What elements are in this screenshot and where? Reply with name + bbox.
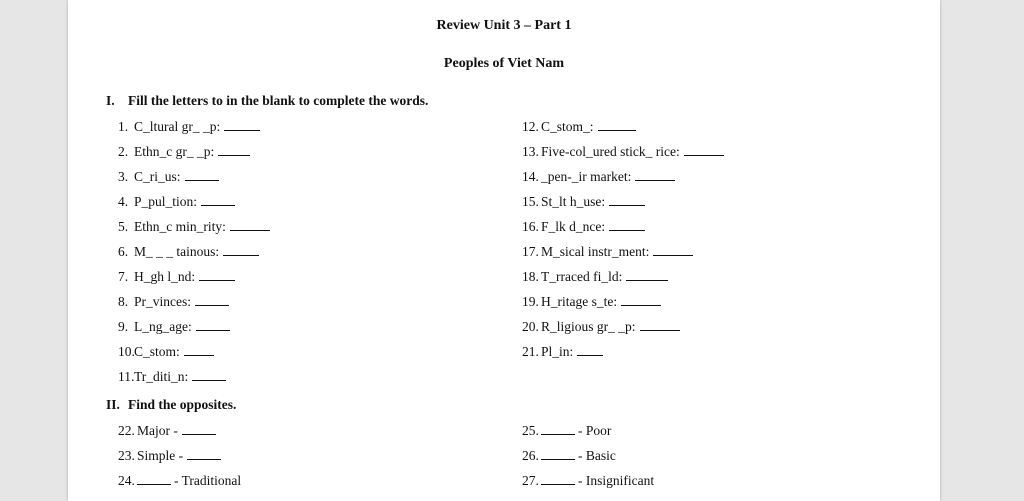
- page-subtitle: Peoples of Viet Nam: [443, 56, 565, 71]
- answer-blank[interactable]: [137, 473, 171, 485]
- section-1-title: Fill the letters to in the blank to complete the words.: [128, 93, 429, 108]
- list-item: 18. T_rraced fi_ld:: [522, 269, 668, 285]
- answer-blank[interactable]: [218, 144, 250, 156]
- list-item: 9. L_ng_age:: [118, 319, 230, 335]
- list-item: 1. C_ltural gr_ _p:: [118, 119, 260, 135]
- answer-blank[interactable]: [609, 219, 645, 231]
- list-item: 11.Tr_diti_n:: [118, 369, 226, 385]
- list-item: 5. Ethn_c min_rity:: [118, 219, 270, 235]
- answer-blank[interactable]: [598, 119, 636, 131]
- list-item: 4. P_pul_tion:: [118, 194, 235, 210]
- answer-blank[interactable]: [223, 244, 259, 256]
- list-item: 22. Major -: [118, 423, 216, 439]
- answer-blank[interactable]: [195, 294, 229, 306]
- list-item: 27. - Insignificant: [522, 473, 655, 488]
- list-item: 14. _pen-_ir market:: [522, 169, 675, 185]
- list-item: 13. Five-col_ured stick_ rice:: [522, 144, 724, 160]
- list-item: 8. Pr_vinces:: [118, 294, 229, 310]
- answer-blank[interactable]: [224, 119, 260, 131]
- section-1-heading: [106, 93, 428, 109]
- answer-blank[interactable]: [541, 448, 575, 460]
- answer-blank[interactable]: [192, 369, 226, 381]
- list-item: 24. - Traditional: [118, 473, 242, 488]
- answer-blank[interactable]: [609, 194, 645, 206]
- list-item: 16. F_lk d_nce:: [522, 219, 645, 235]
- list-item: 23. Simple -: [118, 448, 221, 464]
- page-title: Review Unit 3 – Part 1: [436, 18, 572, 33]
- answer-blank[interactable]: [199, 269, 235, 281]
- answer-blank[interactable]: [653, 244, 693, 256]
- answer-blank[interactable]: [577, 344, 603, 356]
- answer-blank[interactable]: [187, 448, 221, 460]
- list-item: 7. H_gh l_nd:: [118, 269, 235, 285]
- answer-blank[interactable]: [621, 294, 661, 306]
- answer-blank[interactable]: [230, 219, 270, 231]
- list-item: 21. Pl_in:: [522, 344, 603, 360]
- list-item: 15. St_lt h_use:: [522, 194, 645, 210]
- answer-blank[interactable]: [185, 169, 219, 181]
- document-page: [68, 0, 940, 501]
- section-2-heading: [106, 397, 236, 413]
- list-item: 25. - Poor: [522, 423, 612, 438]
- list-item: 10.C_stom:: [118, 344, 214, 360]
- answer-blank[interactable]: [541, 473, 575, 485]
- answer-blank[interactable]: [626, 269, 668, 281]
- answer-blank[interactable]: [201, 194, 235, 206]
- answer-blank[interactable]: [541, 423, 575, 435]
- answer-blank[interactable]: [182, 423, 216, 435]
- answer-blank[interactable]: [684, 144, 724, 156]
- answer-blank[interactable]: [196, 319, 230, 331]
- list-item: 20. R_ligious gr_ _p:: [522, 319, 680, 335]
- list-item: 12. C_stom_:: [522, 119, 636, 135]
- answer-blank[interactable]: [640, 319, 680, 331]
- list-item: 2. Ethn_c gr_ _p:: [118, 144, 250, 160]
- section-1-number: I.: [106, 93, 115, 108]
- list-item: 26. - Basic: [522, 448, 616, 463]
- section-2-title: Find the opposites.: [128, 397, 237, 412]
- list-item: 17. M_sical instr_ment:: [522, 244, 693, 260]
- section-2-number: II.: [106, 397, 120, 412]
- list-item: 6. M_ _ _ tainous:: [118, 244, 259, 260]
- list-item: 19. H_ritage s_te:: [522, 294, 661, 310]
- answer-blank[interactable]: [184, 344, 214, 356]
- list-item: 3. C_ri_us:: [118, 169, 219, 185]
- answer-blank[interactable]: [635, 169, 675, 181]
